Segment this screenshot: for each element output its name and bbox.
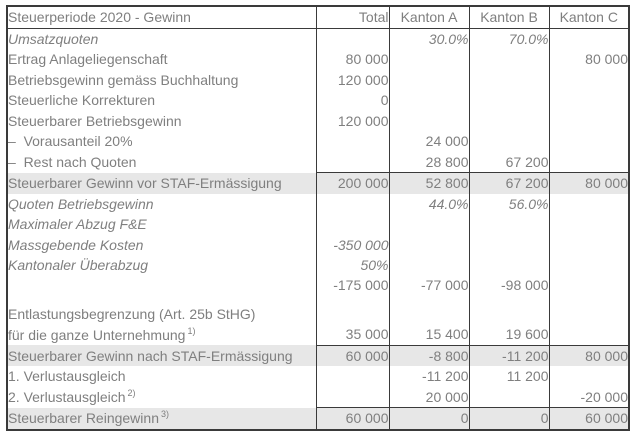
table-row — [7, 194, 629, 215]
row-label-text: für die ganze Unternehmung — [8, 326, 186, 343]
table-row — [7, 235, 629, 256]
cell-kanton-c — [549, 304, 629, 325]
cell-kanton-b: 0 — [469, 408, 549, 430]
cell-total: 200 000 — [316, 173, 389, 194]
cell-total — [316, 194, 389, 215]
table-header-row — [7, 6, 629, 28]
row-label: Maximaler Abzug F&E — [8, 216, 147, 233]
cell-total: 60 000 — [316, 345, 389, 366]
cell-kanton-c — [549, 366, 629, 387]
cell-kanton-b — [469, 235, 549, 256]
table-row — [7, 90, 629, 111]
column-header-kanton-a: Kanton A — [389, 6, 469, 28]
cell-kanton-c — [549, 28, 629, 49]
cell-total — [316, 152, 389, 173]
table-row — [7, 276, 629, 304]
row-label: Ertrag Anlageliegenschaft — [8, 51, 168, 68]
cell-kanton-c — [549, 255, 629, 276]
table-row — [7, 214, 629, 235]
summary-row-gewinn-vor-staf — [7, 173, 629, 194]
tax-calculation-sheet — [6, 5, 630, 431]
cell-kanton-a: 30.0% — [389, 28, 469, 49]
cell-kanton-a: -11 200 — [389, 366, 469, 387]
cell-kanton-a: 28 800 — [389, 152, 469, 173]
row-label: Steuerbarer Gewinn nach STAF-Ermässigung — [7, 345, 316, 366]
cell-kanton-a: 52 800 — [389, 173, 469, 194]
cell-kanton-c: -20 000 — [549, 387, 629, 408]
row-label — [7, 387, 316, 408]
row-label — [7, 276, 316, 304]
row-label-text: Steuerbarer Reingewinn — [8, 410, 159, 426]
cell-kanton-b: 11 200 — [469, 366, 549, 387]
footnote-marker-3: 3) — [160, 409, 169, 420]
cell-kanton-b — [469, 304, 549, 325]
table-row — [7, 366, 629, 387]
footnote-marker-1: 1) — [187, 325, 196, 336]
cell-kanton-b: 56.0% — [469, 194, 549, 215]
summary-row-reingewinn — [7, 408, 629, 430]
row-label: Steuerbarer Gewinn vor STAF-Ermässigung — [7, 173, 316, 194]
table-row — [7, 49, 629, 70]
row-label: Betriebsgewinn gemäss Buchhaltung — [8, 71, 239, 88]
cell-kanton-a: 44.0% — [389, 194, 469, 215]
row-label: Steuerbarer Betriebsgewinn — [8, 112, 182, 129]
cell-kanton-c — [549, 111, 629, 132]
table-row — [7, 152, 629, 173]
cell-total: 120 000 — [316, 111, 389, 132]
summary-row-gewinn-nach-staf — [7, 345, 629, 366]
cell-kanton-a — [389, 90, 469, 111]
row-label — [7, 408, 316, 430]
cell-kanton-a — [389, 304, 469, 325]
cell-kanton-a: -77 000 — [389, 276, 469, 304]
table-title: Steuerperiode 2020 - Gewinn — [7, 6, 316, 28]
cell-kanton-a — [389, 235, 469, 256]
row-label-text: 2. Verlustausgleich — [8, 389, 126, 405]
cell-kanton-b: -98 000 — [469, 276, 549, 304]
cell-kanton-b: 19 600 — [469, 324, 549, 345]
cell-kanton-a — [389, 214, 469, 235]
row-label: – Rest nach Quoten — [8, 154, 137, 170]
cell-total: -175 000 — [316, 276, 389, 304]
cell-kanton-a — [389, 255, 469, 276]
column-header-kanton-b: Kanton B — [469, 6, 549, 28]
row-label: Entlastungsbegrenzung (Art. 25b StHG) — [8, 305, 256, 322]
cell-kanton-a: 0 — [389, 408, 469, 430]
row-label: Quoten Betriebsgewinn — [8, 195, 154, 212]
cell-kanton-c — [549, 324, 629, 345]
row-label: Kantonaler Überabzug — [8, 257, 149, 274]
cell-total: 80 000 — [316, 49, 389, 70]
cell-kanton-b: -11 200 — [469, 345, 549, 366]
cell-kanton-a: 20 000 — [389, 387, 469, 408]
cell-total — [316, 366, 389, 387]
cell-kanton-a — [389, 70, 469, 91]
cell-kanton-b — [469, 255, 549, 276]
cell-total: 35 000 — [316, 324, 389, 345]
cell-kanton-b — [469, 387, 549, 408]
table-row — [7, 131, 629, 152]
cell-kanton-b — [469, 131, 549, 152]
table-row — [7, 387, 629, 408]
cell-kanton-c — [549, 276, 629, 304]
cell-total — [316, 304, 389, 325]
cell-total — [316, 131, 389, 152]
row-label: – Vorausanteil 20% — [8, 133, 133, 150]
cell-kanton-b — [469, 49, 549, 70]
cell-kanton-c: 60 000 — [549, 408, 629, 430]
footnote-marker-2: 2) — [127, 388, 136, 399]
cell-kanton-c — [549, 90, 629, 111]
table-row — [7, 70, 629, 91]
row-label: Umsatzquoten — [8, 30, 99, 47]
table-row — [7, 28, 629, 49]
cell-kanton-a — [389, 111, 469, 132]
cell-kanton-b: 67 200 — [469, 173, 549, 194]
cell-total: -350 000 — [316, 235, 389, 256]
table-row — [7, 111, 629, 132]
cell-kanton-c — [549, 152, 629, 173]
cell-total — [316, 28, 389, 49]
cell-total — [316, 387, 389, 408]
cell-kanton-b — [469, 111, 549, 132]
row-label — [7, 324, 316, 345]
row-label: 1. Verlustausgleich — [8, 368, 126, 385]
row-label: Steuerliche Korrekturen — [8, 92, 156, 109]
cell-kanton-b — [469, 214, 549, 235]
cell-kanton-c — [549, 70, 629, 91]
cell-kanton-b: 67 200 — [469, 152, 549, 173]
cell-kanton-c — [549, 194, 629, 215]
row-label: Massgebende Kosten — [8, 236, 144, 253]
column-header-total: Total — [316, 6, 389, 28]
table-row — [7, 255, 629, 276]
cell-kanton-c: 80 000 — [549, 173, 629, 194]
cell-kanton-c — [549, 214, 629, 235]
cell-kanton-c — [549, 131, 629, 152]
cell-kanton-a — [389, 49, 469, 70]
cell-kanton-b: 70.0% — [469, 28, 549, 49]
cell-total: 60 000 — [316, 408, 389, 430]
cell-total: 0 — [316, 90, 389, 111]
cell-kanton-b — [469, 90, 549, 111]
cell-kanton-a: 15 400 — [389, 324, 469, 345]
cell-kanton-a: -8 800 — [389, 345, 469, 366]
column-header-kanton-c: Kanton C — [549, 6, 629, 28]
cell-kanton-b — [469, 70, 549, 91]
cell-kanton-c — [549, 235, 629, 256]
cell-kanton-c: 80 000 — [549, 345, 629, 366]
cell-total: 50% — [316, 255, 389, 276]
profit-allocation-table — [6, 5, 630, 431]
table-row — [7, 324, 629, 345]
table-row — [7, 304, 629, 325]
cell-total: 120 000 — [316, 70, 389, 91]
cell-kanton-c: 80 000 — [549, 49, 629, 70]
cell-kanton-a: 24 000 — [389, 131, 469, 152]
cell-total — [316, 214, 389, 235]
